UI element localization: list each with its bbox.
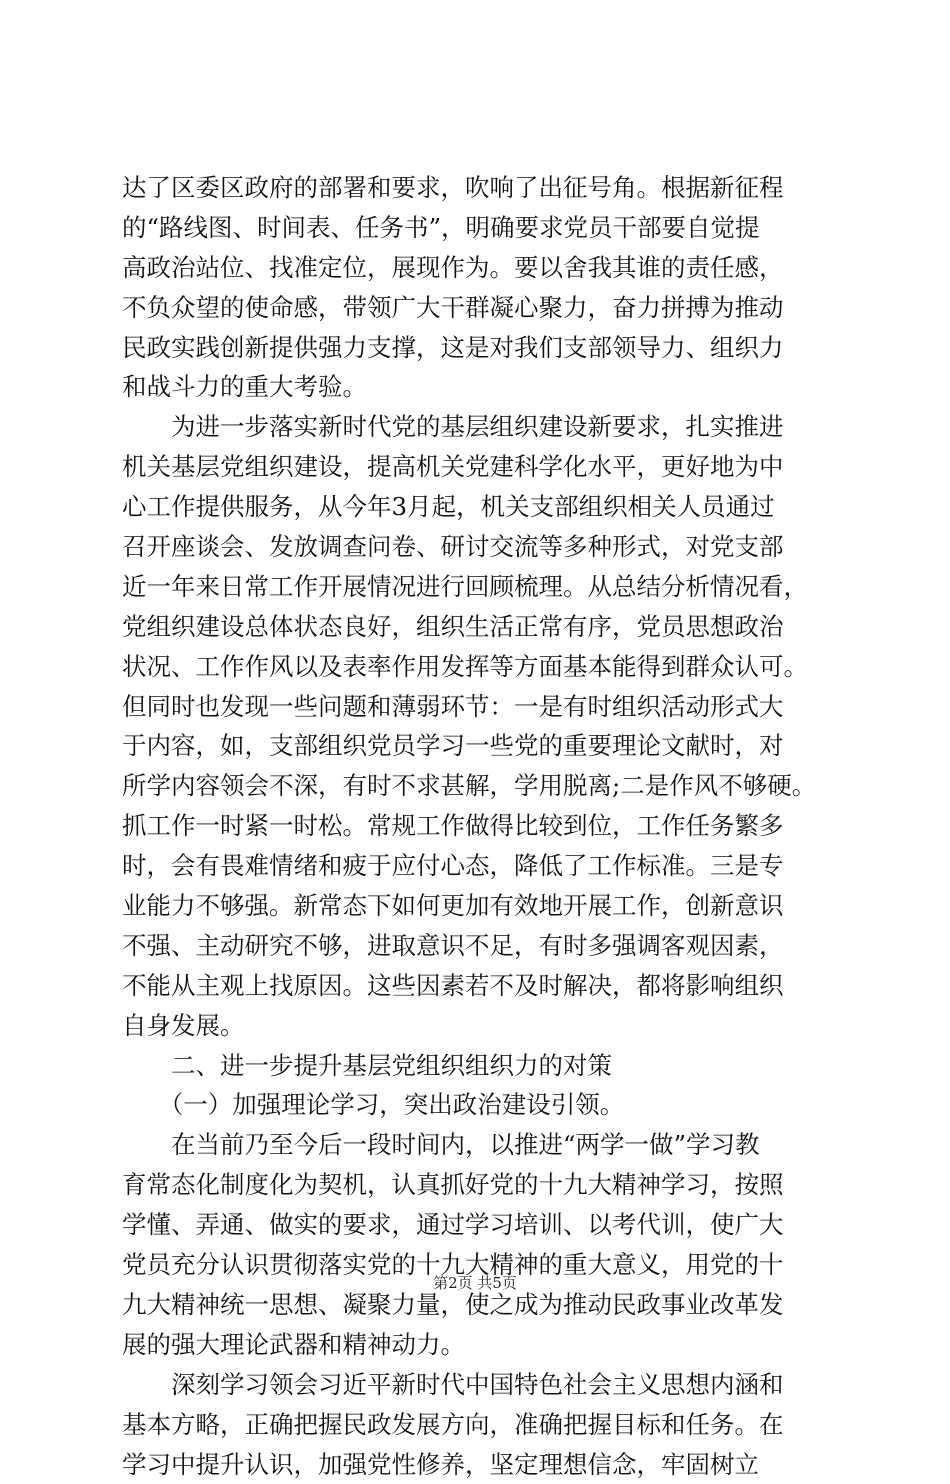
text-line: 近一年来日常工作开展情况进行回顾梳理。从总结分析情况看， <box>122 567 834 607</box>
text-line: 时，会有畏难情绪和疲于应付心态，降低了工作标准。三是专 <box>122 846 834 886</box>
text-line: 于内容，如，支部组织党员学习一些党的重要理论文献时，对 <box>122 726 834 766</box>
text-line: 为进一步落实新时代党的基层组织建设新要求，扎实推进 <box>122 407 834 447</box>
text-line: 召开座谈会、发放调查问卷、研讨交流等多种形式，对党支部 <box>122 527 834 567</box>
text-line: 机关基层党组织建设，提高机关党建科学化水平，更好地为中 <box>122 447 834 487</box>
text-line: 业能力不够强。新常态下如何更加有效地开展工作，创新意识 <box>122 886 834 926</box>
text-line: 抓工作一时紧一时松。常规工作做得比较到位，工作任务繁多 <box>122 806 834 846</box>
text-line: 状况、工作作风以及表率作用发挥等方面基本能得到群众认可。 <box>122 647 834 687</box>
text-line: 不强、主动研究不够，进取意识不足，有时多强调客观因素， <box>122 926 834 966</box>
text-line: 心工作提供服务，从今年3月起，机关支部组织相关人员通过 <box>122 487 834 527</box>
text-line: 展的强大理论武器和精神动力。 <box>122 1325 834 1365</box>
text-line: 深刻学习领会习近平新时代中国特色社会主义思想内涵和 <box>122 1365 834 1405</box>
text-line: 九大精神统一思想、凝聚力量，使之成为推动民政事业改革发 <box>122 1285 834 1325</box>
text-line: 所学内容领会不深，有时不求甚解，学用脱离;二是作风不够硬。 <box>122 766 834 806</box>
text-line: 高政治站位、找准定位，展现作为。要以舍我其谁的责任感， <box>122 248 834 288</box>
text-line: 不能从主观上找原因。这些因素若不及时解决，都将影响组织 <box>122 966 834 1006</box>
page-footer: 第2页 共5页 <box>0 1272 950 1293</box>
text-line: 自身发展。 <box>122 1006 834 1046</box>
text-line: 党员充分认识贯彻落实党的十九大精神的重大意义，用党的十 <box>122 1245 834 1285</box>
text-line: 和战斗力的重大考验。 <box>122 367 834 407</box>
text-line: 党组织建设总体状态良好，组织生活正常有序，党员思想政治 <box>122 607 834 647</box>
text-line: 学懂、弄通、做实的要求，通过学习培训、以考代训，使广大 <box>122 1205 834 1245</box>
text-line: 基本方略，正确把握民政发展方向，准确把握目标和任务。在 <box>122 1405 834 1445</box>
text-line: 二、进一步提升基层党组织组织力的对策 <box>122 1046 834 1086</box>
text-line: 但同时也发现一些问题和薄弱环节：一是有时组织活动形式大 <box>122 687 834 727</box>
text-line: 不负众望的使命感，带领广大干群凝心聚力，奋力拼搏为推动 <box>122 288 834 328</box>
text-line: 的“路线图、时间表、任务书”，明确要求党员干部要自觉提 <box>122 208 834 248</box>
text-line: 达了区委区政府的部署和要求，吹响了出征号角。根据新征程 <box>122 168 834 208</box>
text-line: 在当前乃至今后一段时间内，以推进“两学一做”学习教 <box>122 1125 834 1165</box>
text-line: （一）加强理论学习，突出政治建设引领。 <box>122 1085 834 1125</box>
text-line: 民政实践创新提供强力支撑，这是对我们支部领导力、组织力 <box>122 328 834 368</box>
text-line: 育常态化制度化为契机，认真抓好党的十九大精神学习，按照 <box>122 1165 834 1205</box>
text-line: 学习中提升认识，加强党性修养，坚定理想信念，牢固树立 <box>122 1445 834 1484</box>
